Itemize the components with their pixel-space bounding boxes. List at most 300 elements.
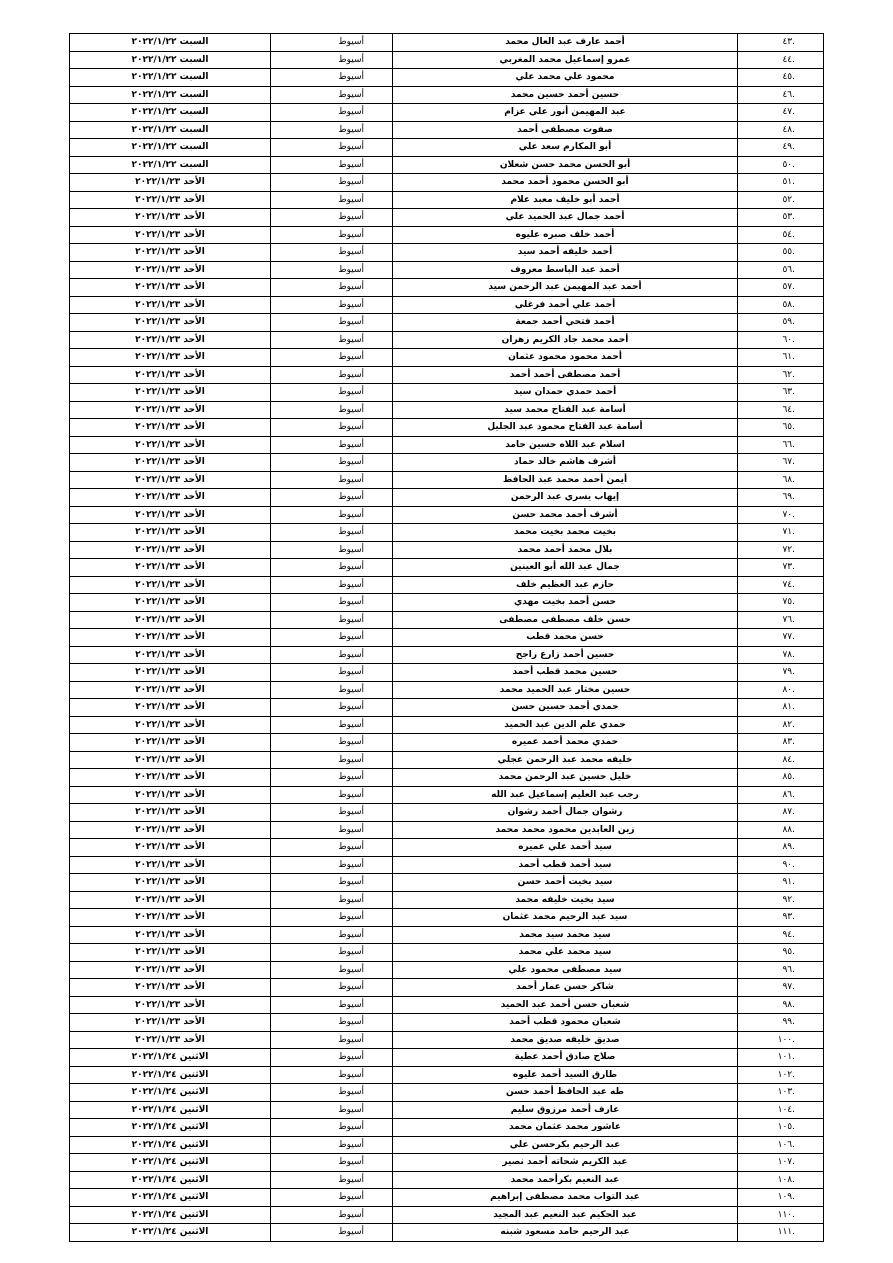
date-cell: السبت ٢٠٢٢/١/٢٢: [70, 51, 271, 69]
row-number-cell: .١١٠: [738, 1206, 824, 1224]
governorate-cell: أسيوط: [271, 69, 393, 87]
governorate-cell: أسيوط: [271, 401, 393, 419]
governorate-cell: أسيوط: [271, 1154, 393, 1172]
governorate-cell: أسيوط: [271, 1119, 393, 1137]
name-cell: سيد عبد الرحيم محمد عثمان: [393, 909, 738, 927]
governorate-cell: أسيوط: [271, 786, 393, 804]
name-cell: شاكر حسن عمار أحمد: [393, 979, 738, 997]
table-row: [70, 681, 824, 699]
table-row: [70, 611, 824, 629]
date-cell: الأحد ٢٠٢٢/١/٢٣: [70, 331, 271, 349]
date-cell: الاثنين ٢٠٢٢/١/٢٤: [70, 1224, 271, 1242]
date-cell: الاثنين ٢٠٢٢/١/٢٤: [70, 1101, 271, 1119]
date-cell: الأحد ٢٠٢٢/١/٢٣: [70, 314, 271, 332]
date-cell: الأحد ٢٠٢٢/١/٢٣: [70, 296, 271, 314]
row-number-cell: .٧٦: [738, 611, 824, 629]
date-cell: الأحد ٢٠٢٢/١/٢٣: [70, 489, 271, 507]
table-row: [70, 839, 824, 857]
governorate-cell: أسيوط: [271, 1031, 393, 1049]
governorate-cell: أسيوط: [271, 524, 393, 542]
name-cell: سيد أحمد قطب أحمد: [393, 856, 738, 874]
name-cell: حمدي محمد أحمد عميره: [393, 734, 738, 752]
date-cell: السبت ٢٠٢٢/١/٢٢: [70, 121, 271, 139]
date-cell: الاثنين ٢٠٢٢/١/٢٤: [70, 1066, 271, 1084]
row-number-cell: .١٠٠: [738, 1031, 824, 1049]
table-row: [70, 751, 824, 769]
table-row: [70, 979, 824, 997]
name-cell: خليفه محمد عبد الرحمن عجلي: [393, 751, 738, 769]
table-row: [70, 804, 824, 822]
date-cell: الأحد ٢٠٢٢/١/٢٣: [70, 366, 271, 384]
governorate-cell: أسيوط: [271, 734, 393, 752]
table-row: [70, 594, 824, 612]
name-cell: شعبان حسن أحمد عبد الحميد: [393, 996, 738, 1014]
table-row: [70, 1049, 824, 1067]
governorate-cell: أسيوط: [271, 751, 393, 769]
date-cell: الاثنين ٢٠٢٢/١/٢٤: [70, 1171, 271, 1189]
row-number-cell: .٨٩: [738, 839, 824, 857]
date-cell: الأحد ٢٠٢٢/١/٢٣: [70, 699, 271, 717]
date-cell: السبت ٢٠٢٢/١/٢٢: [70, 156, 271, 174]
governorate-cell: أسيوط: [271, 471, 393, 489]
date-cell: الاثنين ٢٠٢٢/١/٢٤: [70, 1189, 271, 1207]
table-row: [70, 174, 824, 192]
governorate-cell: أسيوط: [271, 296, 393, 314]
table-row: [70, 1154, 824, 1172]
date-cell: السبت ٢٠٢٢/١/٢٢: [70, 139, 271, 157]
name-cell: أحمد فتحي أحمد جمعة: [393, 314, 738, 332]
table-body: [70, 34, 824, 1242]
name-cell: اسلام عبد اللاه حسين حامد: [393, 436, 738, 454]
row-number-cell: .٤٨: [738, 121, 824, 139]
name-cell: أشرف أحمد محمد حسن: [393, 506, 738, 524]
governorate-cell: أسيوط: [271, 716, 393, 734]
name-cell: أيمن أحمد محمد عبد الحافظ: [393, 471, 738, 489]
date-cell: الأحد ٢٠٢٢/١/٢٣: [70, 209, 271, 227]
table-row: [70, 209, 824, 227]
date-cell: الأحد ٢٠٢٢/١/٢٣: [70, 874, 271, 892]
row-number-cell: .١٠٩: [738, 1189, 824, 1207]
name-cell: حمدي علم الدين عبد الحميد: [393, 716, 738, 734]
date-cell: الأحد ٢٠٢٢/١/٢٣: [70, 524, 271, 542]
table-row: [70, 226, 824, 244]
name-cell: بلال محمد أحمد محمد: [393, 541, 738, 559]
date-cell: الأحد ٢٠٢٢/١/٢٣: [70, 384, 271, 402]
name-cell: أحمد أبو خليف معبد علام: [393, 191, 738, 209]
row-number-cell: .٨٦: [738, 786, 824, 804]
date-cell: الأحد ٢٠٢٢/١/٢٣: [70, 1014, 271, 1032]
table-row: [70, 961, 824, 979]
table-row: [70, 576, 824, 594]
governorate-cell: أسيوط: [271, 489, 393, 507]
table-row: [70, 454, 824, 472]
table-row: [70, 926, 824, 944]
table-row: [70, 1084, 824, 1102]
table-row: [70, 34, 824, 52]
name-cell: طارق السيد أحمد عليوه: [393, 1066, 738, 1084]
table-row: [70, 1014, 824, 1032]
name-cell: بخيت محمد بخيت محمد: [393, 524, 738, 542]
governorate-cell: أسيوط: [271, 349, 393, 367]
date-cell: السبت ٢٠٢٢/١/٢٢: [70, 34, 271, 52]
date-cell: الاثنين ٢٠٢٢/١/٢٤: [70, 1154, 271, 1172]
name-cell: أحمد عارف عبد العال محمد: [393, 34, 738, 52]
date-cell: الاثنين ٢٠٢٢/١/٢٤: [70, 1119, 271, 1137]
row-number-cell: .٨٧: [738, 804, 824, 822]
governorate-cell: أسيوط: [271, 909, 393, 927]
row-number-cell: .٦٦: [738, 436, 824, 454]
date-cell: الأحد ٢٠٢٢/١/٢٣: [70, 349, 271, 367]
date-cell: الأحد ٢٠٢٢/١/٢٣: [70, 891, 271, 909]
name-cell: عارف أحمد مرزوق سليم: [393, 1101, 738, 1119]
name-cell: حسن خلف مصطفى مصطفى: [393, 611, 738, 629]
governorate-cell: أسيوط: [271, 121, 393, 139]
name-cell: محمود علي محمد علي: [393, 69, 738, 87]
row-number-cell: .٧٩: [738, 664, 824, 682]
document-sheet: [70, 33, 824, 1242]
table-row: [70, 1171, 824, 1189]
governorate-cell: أسيوط: [271, 664, 393, 682]
table-row: [70, 401, 824, 419]
date-cell: الأحد ٢٠٢٢/١/٢٣: [70, 226, 271, 244]
row-number-cell: .١٠٣: [738, 1084, 824, 1102]
row-number-cell: .١٠٢: [738, 1066, 824, 1084]
governorate-cell: أسيوط: [271, 436, 393, 454]
row-number-cell: .٨٤: [738, 751, 824, 769]
governorate-cell: أسيوط: [271, 821, 393, 839]
governorate-cell: أسيوط: [271, 576, 393, 594]
row-number-cell: .٦٢: [738, 366, 824, 384]
governorate-cell: أسيوط: [271, 961, 393, 979]
date-cell: الأحد ٢٠٢٢/١/٢٣: [70, 559, 271, 577]
governorate-cell: أسيوط: [271, 261, 393, 279]
row-number-cell: .٩٦: [738, 961, 824, 979]
governorate-cell: أسيوط: [271, 611, 393, 629]
row-number-cell: .٥٨: [738, 296, 824, 314]
row-number-cell: .٥٢: [738, 191, 824, 209]
governorate-cell: أسيوط: [271, 419, 393, 437]
name-cell: عبد المهيمن أنور علي عزام: [393, 104, 738, 122]
row-number-cell: .٧١: [738, 524, 824, 542]
governorate-cell: أسيوط: [271, 699, 393, 717]
date-cell: الأحد ٢٠٢٢/١/٢٣: [70, 786, 271, 804]
table-row: [70, 874, 824, 892]
name-cell: سيد بخيت خليفه محمد: [393, 891, 738, 909]
row-number-cell: .٨٢: [738, 716, 824, 734]
row-number-cell: .٦٠: [738, 331, 824, 349]
table-row: [70, 786, 824, 804]
row-number-cell: .٥١: [738, 174, 824, 192]
name-cell: عبد الرحيم حامد مسعود شبنه: [393, 1224, 738, 1242]
name-cell: أحمد مصطفى أحمد أحمد: [393, 366, 738, 384]
name-cell: إيهاب يسري عبد الرحمن: [393, 489, 738, 507]
row-number-cell: .٤٦: [738, 86, 824, 104]
name-cell: طه عبد الحافظ أحمد حسن: [393, 1084, 738, 1102]
date-cell: الأحد ٢٠٢٢/١/٢٣: [70, 629, 271, 647]
table-row: [70, 699, 824, 717]
date-cell: الأحد ٢٠٢٢/١/٢٣: [70, 174, 271, 192]
table-row: [70, 419, 824, 437]
table-row: [70, 314, 824, 332]
name-cell: حمدي أحمد حسين حسن: [393, 699, 738, 717]
governorate-cell: أسيوط: [271, 1171, 393, 1189]
name-cell: حسين أحمد حسين محمد: [393, 86, 738, 104]
row-number-cell: .٩٤: [738, 926, 824, 944]
governorate-cell: أسيوط: [271, 594, 393, 612]
name-cell: عبد الحكيم عبد النعيم عبد المجيد: [393, 1206, 738, 1224]
row-number-cell: .٩٣: [738, 909, 824, 927]
date-cell: الأحد ٢٠٢٢/١/٢٣: [70, 856, 271, 874]
name-cell: سيد مصطفى محمود علي: [393, 961, 738, 979]
date-cell: الأحد ٢٠٢٢/١/٢٣: [70, 664, 271, 682]
table-row: [70, 86, 824, 104]
name-cell: صديق خليفه صديق محمد: [393, 1031, 738, 1049]
date-cell: الأحد ٢٠٢٢/١/٢٣: [70, 611, 271, 629]
table-row: [70, 1066, 824, 1084]
date-cell: الاثنين ٢٠٢٢/١/٢٤: [70, 1084, 271, 1102]
governorate-cell: أسيوط: [271, 384, 393, 402]
date-cell: الأحد ٢٠٢٢/١/٢٣: [70, 961, 271, 979]
table-row: [70, 769, 824, 787]
row-number-cell: .٦٣: [738, 384, 824, 402]
name-cell: شعبان محمود قطب أحمد: [393, 1014, 738, 1032]
row-number-cell: .٩٥: [738, 944, 824, 962]
row-number-cell: .٩٢: [738, 891, 824, 909]
name-cell: سيد محمد سيد محمد: [393, 926, 738, 944]
name-cell: عبد الرحيم بكرحسن علي: [393, 1136, 738, 1154]
row-number-cell: .٨٣: [738, 734, 824, 752]
name-cell: صفوت مصطفى أحمد: [393, 121, 738, 139]
row-number-cell: .٥٦: [738, 261, 824, 279]
row-number-cell: .١٠١: [738, 1049, 824, 1067]
date-cell: الأحد ٢٠٢٢/١/٢٣: [70, 821, 271, 839]
name-cell: عبد الكريم شحاته أحمد نصير: [393, 1154, 738, 1172]
governorate-cell: أسيوط: [271, 174, 393, 192]
table-row: [70, 541, 824, 559]
name-cell: حازم عبد العظيم خلف: [393, 576, 738, 594]
governorate-cell: أسيوط: [271, 979, 393, 997]
name-cell: أسامة عبد الفتاح محمود عبد الجليل: [393, 419, 738, 437]
governorate-cell: أسيوط: [271, 944, 393, 962]
governorate-cell: أسيوط: [271, 1224, 393, 1242]
date-cell: الاثنين ٢٠٢٢/١/٢٤: [70, 1136, 271, 1154]
governorate-cell: أسيوط: [271, 681, 393, 699]
date-cell: الأحد ٢٠٢٢/١/٢٣: [70, 716, 271, 734]
name-cell: رشوان جمال أحمد رشوان: [393, 804, 738, 822]
governorate-cell: أسيوط: [271, 1084, 393, 1102]
name-cell: أحمد محمد جاد الكريم زهران: [393, 331, 738, 349]
date-cell: الأحد ٢٠٢٢/١/٢٣: [70, 734, 271, 752]
date-cell: الأحد ٢٠٢٢/١/٢٣: [70, 769, 271, 787]
date-cell: الأحد ٢٠٢٢/١/٢٣: [70, 436, 271, 454]
name-cell: أبو الحسن محمود أحمد محمد: [393, 174, 738, 192]
table-row: [70, 384, 824, 402]
row-number-cell: .٨٥: [738, 769, 824, 787]
name-cell: صلاح صادق أحمد عطية: [393, 1049, 738, 1067]
governorate-cell: أسيوط: [271, 209, 393, 227]
governorate-cell: أسيوط: [271, 454, 393, 472]
row-number-cell: .٦٤: [738, 401, 824, 419]
row-number-cell: .٧٤: [738, 576, 824, 594]
date-cell: السبت ٢٠٢٢/١/٢٢: [70, 69, 271, 87]
name-cell: جمال عبد الله أبو العينين: [393, 559, 738, 577]
governorate-cell: أسيوط: [271, 226, 393, 244]
row-number-cell: .٦٥: [738, 419, 824, 437]
name-cell: حسن أحمد بخيت مهدي: [393, 594, 738, 612]
row-number-cell: .١٠٧: [738, 1154, 824, 1172]
table-row: [70, 506, 824, 524]
date-cell: الأحد ٢٠٢٢/١/٢٣: [70, 401, 271, 419]
row-number-cell: .٥٧: [738, 279, 824, 297]
row-number-cell: .٤٣: [738, 34, 824, 52]
date-cell: الأحد ٢٠٢٢/١/٢٣: [70, 646, 271, 664]
row-number-cell: .١٠٤: [738, 1101, 824, 1119]
table-row: [70, 436, 824, 454]
table-row: [70, 944, 824, 962]
governorate-cell: أسيوط: [271, 1136, 393, 1154]
row-number-cell: .٧٥: [738, 594, 824, 612]
name-cell: أشرف هاشم خالد حماد: [393, 454, 738, 472]
governorate-cell: أسيوط: [271, 506, 393, 524]
name-cell: أحمد حمدي حمدان سيد: [393, 384, 738, 402]
governorate-cell: أسيوط: [271, 1189, 393, 1207]
governorate-cell: أسيوط: [271, 769, 393, 787]
row-number-cell: .٩٩: [738, 1014, 824, 1032]
governorate-cell: أسيوط: [271, 156, 393, 174]
governorate-cell: أسيوط: [271, 51, 393, 69]
table-row: [70, 471, 824, 489]
name-cell: أحمد عبد المهيمن عبد الرحمن سيد: [393, 279, 738, 297]
row-number-cell: .٨٠: [738, 681, 824, 699]
row-number-cell: .٨١: [738, 699, 824, 717]
names-table: [69, 33, 824, 1242]
row-number-cell: .٧٢: [738, 541, 824, 559]
table-row: [70, 664, 824, 682]
table-row: [70, 51, 824, 69]
governorate-cell: أسيوط: [271, 314, 393, 332]
table-row: [70, 139, 824, 157]
name-cell: عبد التواب محمد مصطفى إبراهيم: [393, 1189, 738, 1207]
governorate-cell: أسيوط: [271, 891, 393, 909]
name-cell: عبد النعيم بكرأحمد محمد: [393, 1171, 738, 1189]
table-row: [70, 856, 824, 874]
table-row: [70, 909, 824, 927]
table-row: [70, 296, 824, 314]
name-cell: أحمد خلف صبره عليوه: [393, 226, 738, 244]
governorate-cell: أسيوط: [271, 839, 393, 857]
governorate-cell: أسيوط: [271, 856, 393, 874]
date-cell: الأحد ٢٠٢٢/١/٢٣: [70, 541, 271, 559]
row-number-cell: .٦٩: [738, 489, 824, 507]
date-cell: السبت ٢٠٢٢/١/٢٢: [70, 104, 271, 122]
date-cell: الأحد ٢٠٢٢/١/٢٣: [70, 839, 271, 857]
row-number-cell: .٦٨: [738, 471, 824, 489]
row-number-cell: .٩٠: [738, 856, 824, 874]
governorate-cell: أسيوط: [271, 244, 393, 262]
governorate-cell: أسيوط: [271, 804, 393, 822]
row-number-cell: .١٠٦: [738, 1136, 824, 1154]
date-cell: الأحد ٢٠٢٢/١/٢٣: [70, 279, 271, 297]
table-row: [70, 891, 824, 909]
name-cell: أحمد خليفه أحمد سيد: [393, 244, 738, 262]
date-cell: الأحد ٢٠٢٢/١/٢٣: [70, 244, 271, 262]
table-row: [70, 261, 824, 279]
date-cell: الاثنين ٢٠٢٢/١/٢٤: [70, 1049, 271, 1067]
row-number-cell: .٩٨: [738, 996, 824, 1014]
governorate-cell: أسيوط: [271, 331, 393, 349]
governorate-cell: أسيوط: [271, 1049, 393, 1067]
row-number-cell: .٥٠: [738, 156, 824, 174]
row-number-cell: .٨٨: [738, 821, 824, 839]
table-row: [70, 524, 824, 542]
date-cell: الأحد ٢٠٢٢/١/٢٣: [70, 996, 271, 1014]
row-number-cell: .٦٧: [738, 454, 824, 472]
name-cell: سيد بخيت أحمد حسن: [393, 874, 738, 892]
date-cell: الأحد ٢٠٢٢/١/٢٣: [70, 751, 271, 769]
date-cell: الأحد ٢٠٢٢/١/٢٣: [70, 909, 271, 927]
row-number-cell: .٤٤: [738, 51, 824, 69]
governorate-cell: أسيوط: [271, 104, 393, 122]
name-cell: حسين محمد قطب أحمد: [393, 664, 738, 682]
governorate-cell: أسيوط: [271, 139, 393, 157]
table-row: [70, 366, 824, 384]
row-number-cell: .٧٨: [738, 646, 824, 664]
date-cell: الأحد ٢٠٢٢/١/٢٣: [70, 804, 271, 822]
governorate-cell: أسيوط: [271, 366, 393, 384]
row-number-cell: .٤٩: [738, 139, 824, 157]
name-cell: رجب عبد العليم إسماعيل عبد الله: [393, 786, 738, 804]
table-row: [70, 279, 824, 297]
table-row: [70, 1101, 824, 1119]
row-number-cell: .٦١: [738, 349, 824, 367]
governorate-cell: أسيوط: [271, 1014, 393, 1032]
table-row: [70, 69, 824, 87]
governorate-cell: أسيوط: [271, 541, 393, 559]
governorate-cell: أسيوط: [271, 191, 393, 209]
table-row: [70, 349, 824, 367]
row-number-cell: .٤٥: [738, 69, 824, 87]
date-cell: الأحد ٢٠٢٢/١/٢٣: [70, 979, 271, 997]
date-cell: الأحد ٢٠٢٢/١/٢٣: [70, 454, 271, 472]
date-cell: الأحد ٢٠٢٢/١/٢٣: [70, 681, 271, 699]
row-number-cell: .١٠٥: [738, 1119, 824, 1137]
table-row: [70, 629, 824, 647]
governorate-cell: أسيوط: [271, 86, 393, 104]
table-row: [70, 156, 824, 174]
name-cell: أبو الحسن محمد حسن شعلان: [393, 156, 738, 174]
table-row: [70, 734, 824, 752]
date-cell: الأحد ٢٠٢٢/١/٢٣: [70, 261, 271, 279]
row-number-cell: .٧٧: [738, 629, 824, 647]
date-cell: الأحد ٢٠٢٢/١/٢٣: [70, 419, 271, 437]
governorate-cell: أسيوط: [271, 996, 393, 1014]
table-row: [70, 559, 824, 577]
date-cell: الأحد ٢٠٢٢/١/٢٣: [70, 926, 271, 944]
date-cell: الأحد ٢٠٢٢/١/٢٣: [70, 944, 271, 962]
table-row: [70, 996, 824, 1014]
row-number-cell: .٥٩: [738, 314, 824, 332]
name-cell: أسامة عبد الفتاح محمد سيد: [393, 401, 738, 419]
table-row: [70, 821, 824, 839]
name-cell: خليل حسين عبد الرحمن محمد: [393, 769, 738, 787]
table-row: [70, 646, 824, 664]
table-row: [70, 1224, 824, 1242]
governorate-cell: أسيوط: [271, 926, 393, 944]
name-cell: عاشور محمد عثمان محمد: [393, 1119, 738, 1137]
date-cell: الأحد ٢٠٢٢/١/٢٣: [70, 506, 271, 524]
governorate-cell: أسيوط: [271, 559, 393, 577]
governorate-cell: أسيوط: [271, 34, 393, 52]
